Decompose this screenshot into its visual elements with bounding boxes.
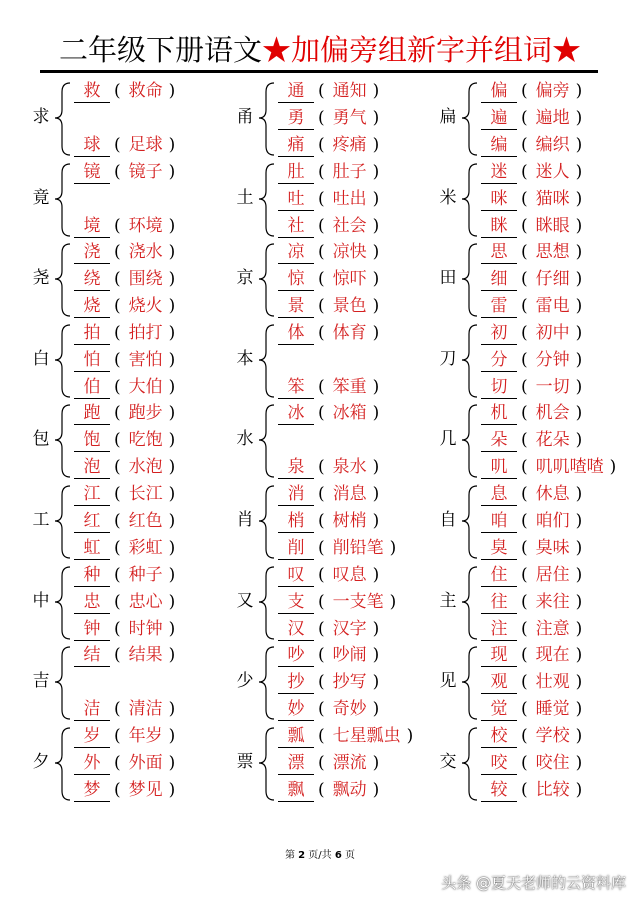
root-character: 包 bbox=[32, 429, 50, 450]
brace-icon bbox=[256, 483, 278, 561]
new-character: 往 bbox=[481, 591, 517, 614]
new-character: 红 bbox=[74, 510, 110, 533]
root-character: 扁 bbox=[439, 107, 457, 127]
root-character: 田 bbox=[439, 268, 457, 289]
new-character: 钟 bbox=[74, 618, 110, 641]
compound-word: 通知 bbox=[332, 81, 367, 101]
new-character: 吐 bbox=[278, 188, 314, 211]
new-character: 住 bbox=[481, 564, 517, 587]
brace-icon bbox=[459, 322, 481, 400]
new-character: 镜 bbox=[74, 161, 110, 184]
compound-word: 围绕 bbox=[128, 269, 163, 290]
brace-icon bbox=[459, 80, 481, 158]
root-character: 少 bbox=[236, 671, 254, 692]
new-character: 迷 bbox=[481, 161, 517, 184]
compound-word: 分钟 bbox=[535, 349, 570, 370]
new-character: 救 bbox=[74, 80, 110, 103]
new-character: 眯 bbox=[481, 215, 517, 238]
compound-word: 机会 bbox=[535, 403, 570, 424]
footer-middle: 页/共 bbox=[305, 850, 335, 861]
new-character: 妙 bbox=[278, 698, 314, 721]
compound-word: 漂流 bbox=[332, 752, 367, 773]
brace-icon bbox=[52, 483, 74, 561]
new-character: 咱 bbox=[481, 510, 517, 533]
brace-icon bbox=[52, 644, 74, 722]
root-character: 又 bbox=[236, 590, 254, 611]
new-character: 切 bbox=[481, 376, 517, 399]
new-character: 冰 bbox=[278, 402, 314, 425]
compound-word: 一支笔 bbox=[332, 591, 384, 612]
root-character: 夕 bbox=[32, 751, 50, 772]
compound-word: 叽叽喳喳 bbox=[535, 457, 604, 478]
brace-icon bbox=[256, 725, 278, 803]
brace-icon bbox=[459, 241, 481, 319]
new-character: 支 bbox=[278, 591, 314, 614]
title-underline bbox=[40, 70, 598, 73]
new-character: 泡 bbox=[74, 456, 110, 479]
root-character: 甬 bbox=[236, 107, 254, 127]
compound-word: 七星瓢虫 bbox=[332, 725, 401, 746]
compound-word: 遍地 bbox=[535, 108, 570, 128]
brace-icon bbox=[256, 402, 278, 480]
root-character: 尧 bbox=[32, 268, 50, 289]
footer-suffix: 页 bbox=[341, 850, 356, 861]
compound-word: 足球 bbox=[128, 135, 163, 155]
brace-icon bbox=[256, 241, 278, 319]
new-character: 分 bbox=[481, 349, 517, 372]
compound-word: 注意 bbox=[535, 618, 570, 639]
new-character: 怕 bbox=[74, 349, 110, 372]
compound-word: 冰箱 bbox=[332, 403, 367, 424]
new-character: 社 bbox=[278, 215, 314, 238]
compound-word: 学校 bbox=[535, 725, 570, 746]
compound-word: 年岁 bbox=[128, 725, 163, 746]
compound-word: 烧火 bbox=[128, 296, 163, 317]
root-character: 米 bbox=[439, 187, 457, 208]
compound-word: 睡觉 bbox=[535, 699, 570, 720]
compound-word: 浇水 bbox=[128, 242, 163, 263]
compound-word: 消息 bbox=[332, 484, 367, 504]
new-character: 消 bbox=[278, 483, 314, 506]
brace-icon bbox=[256, 161, 278, 239]
new-character: 绕 bbox=[74, 268, 110, 291]
new-character: 江 bbox=[74, 483, 110, 506]
root-character: 交 bbox=[439, 751, 457, 772]
new-character: 结 bbox=[74, 644, 110, 667]
new-character: 漂 bbox=[278, 752, 314, 775]
new-character: 岁 bbox=[74, 725, 110, 748]
compound-word: 外面 bbox=[128, 752, 163, 773]
compound-word: 雷电 bbox=[535, 296, 570, 317]
compound-word: 咱们 bbox=[535, 511, 570, 531]
brace-icon bbox=[52, 564, 74, 642]
compound-word: 一切 bbox=[535, 376, 570, 397]
new-character: 痛 bbox=[278, 134, 314, 157]
compound-word: 肚子 bbox=[332, 161, 367, 182]
root-character: 水 bbox=[236, 429, 254, 450]
compound-word: 凉快 bbox=[332, 242, 367, 263]
root-character: 几 bbox=[439, 429, 457, 450]
compound-word: 比较 bbox=[535, 779, 570, 800]
footer-total-pages: 6 bbox=[334, 850, 342, 861]
new-character: 觉 bbox=[481, 698, 517, 721]
new-character: 通 bbox=[278, 80, 314, 103]
compound-word: 吃饱 bbox=[128, 430, 163, 451]
new-character: 拍 bbox=[74, 322, 110, 345]
new-character: 伯 bbox=[74, 376, 110, 399]
root-character: 主 bbox=[439, 590, 457, 611]
compound-word: 削铅笔 bbox=[332, 538, 384, 558]
brace-icon bbox=[256, 80, 278, 158]
new-character: 现 bbox=[481, 644, 517, 667]
compound-word: 奇妙 bbox=[332, 699, 367, 720]
root-character: 刀 bbox=[439, 348, 457, 369]
compound-word: 环境 bbox=[128, 215, 163, 236]
root-character: 土 bbox=[236, 187, 254, 208]
new-character: 球 bbox=[74, 134, 110, 157]
brace-icon bbox=[256, 322, 278, 400]
compound-word: 惊吓 bbox=[332, 269, 367, 290]
star-icon: ★ bbox=[552, 33, 582, 67]
new-character: 外 bbox=[74, 752, 110, 775]
brace-icon bbox=[459, 564, 481, 642]
new-character: 饱 bbox=[74, 429, 110, 452]
compound-word: 现在 bbox=[535, 645, 570, 666]
new-character: 削 bbox=[278, 537, 314, 560]
compound-word: 救命 bbox=[128, 81, 163, 101]
compound-word: 彩虹 bbox=[128, 538, 163, 558]
new-character: 咬 bbox=[481, 752, 517, 775]
compound-word: 树梢 bbox=[332, 511, 367, 531]
new-character: 吵 bbox=[278, 644, 314, 667]
compound-word: 大伯 bbox=[128, 376, 163, 397]
new-character: 遍 bbox=[481, 107, 517, 130]
new-character: 较 bbox=[481, 779, 517, 802]
new-character: 汉 bbox=[278, 618, 314, 641]
root-character: 票 bbox=[236, 751, 254, 772]
compound-word: 体育 bbox=[332, 322, 367, 343]
compound-word: 眯眼 bbox=[535, 215, 570, 236]
new-character: 景 bbox=[278, 295, 314, 318]
new-character: 叹 bbox=[278, 564, 314, 587]
root-character: 中 bbox=[32, 590, 50, 611]
compound-word: 吐出 bbox=[332, 188, 367, 209]
compound-word: 红色 bbox=[128, 511, 163, 531]
compound-word: 叹息 bbox=[332, 564, 367, 585]
root-character: 自 bbox=[439, 510, 457, 530]
new-character: 编 bbox=[481, 134, 517, 157]
new-character: 抄 bbox=[278, 671, 314, 694]
compound-word: 吵闹 bbox=[332, 645, 367, 666]
star-icon: ★ bbox=[261, 33, 291, 67]
new-character: 种 bbox=[74, 564, 110, 587]
new-character: 跑 bbox=[74, 402, 110, 425]
new-character: 思 bbox=[481, 241, 517, 264]
new-character: 体 bbox=[278, 322, 314, 345]
compound-word: 思想 bbox=[535, 242, 570, 263]
watermark: 头条 @夏天老师的云资料库 bbox=[441, 874, 626, 892]
footer-prefix: 第 bbox=[284, 850, 299, 861]
compound-word: 偏旁 bbox=[535, 81, 570, 101]
new-character: 境 bbox=[74, 215, 110, 238]
brace-icon bbox=[256, 644, 278, 722]
compound-word: 居住 bbox=[535, 564, 570, 585]
brace-icon bbox=[52, 402, 74, 480]
new-character: 笨 bbox=[278, 376, 314, 399]
new-character: 注 bbox=[481, 618, 517, 641]
brace-icon bbox=[52, 322, 74, 400]
compound-word: 拍打 bbox=[128, 322, 163, 343]
compound-word: 梦见 bbox=[128, 779, 163, 800]
new-character: 雷 bbox=[481, 295, 517, 318]
compound-word: 种子 bbox=[128, 564, 163, 585]
new-character: 凉 bbox=[278, 241, 314, 264]
brace-icon bbox=[459, 644, 481, 722]
compound-word: 跑步 bbox=[128, 403, 163, 424]
compound-word: 景色 bbox=[332, 296, 367, 317]
new-character: 肚 bbox=[278, 161, 314, 184]
new-character: 偏 bbox=[481, 80, 517, 103]
new-character: 忠 bbox=[74, 591, 110, 614]
brace-icon bbox=[459, 402, 481, 480]
title-main: 二年级下册语文 bbox=[58, 33, 262, 67]
brace-icon bbox=[52, 80, 74, 158]
compound-word: 时钟 bbox=[128, 618, 163, 639]
brace-icon bbox=[52, 725, 74, 803]
root-character: 京 bbox=[236, 268, 254, 289]
compound-word: 长江 bbox=[128, 484, 163, 504]
footer-page-number: 2 bbox=[298, 850, 306, 861]
new-character: 虹 bbox=[74, 537, 110, 560]
root-character: 白 bbox=[32, 348, 50, 369]
page-title bbox=[0, 30, 640, 70]
new-character: 惊 bbox=[278, 268, 314, 291]
new-character: 息 bbox=[481, 483, 517, 506]
brace-icon bbox=[459, 161, 481, 239]
brace-icon bbox=[459, 725, 481, 803]
new-character: 细 bbox=[481, 268, 517, 291]
compound-word: 壮观 bbox=[535, 672, 570, 693]
compound-word: 镜子 bbox=[128, 161, 163, 182]
new-character: 校 bbox=[481, 725, 517, 748]
new-character: 机 bbox=[481, 402, 517, 425]
new-character: 梦 bbox=[74, 779, 110, 802]
compound-word: 来往 bbox=[535, 591, 570, 612]
compound-word: 害怕 bbox=[128, 349, 163, 370]
compound-word: 咬住 bbox=[535, 752, 570, 773]
root-character: 求 bbox=[32, 107, 50, 127]
new-character: 勇 bbox=[278, 107, 314, 130]
new-character: 咪 bbox=[481, 188, 517, 211]
compound-word: 结果 bbox=[128, 645, 163, 666]
compound-word: 勇气 bbox=[332, 108, 367, 128]
compound-word: 休息 bbox=[535, 484, 570, 504]
new-character: 观 bbox=[481, 671, 517, 694]
new-character: 泉 bbox=[278, 456, 314, 479]
compound-word: 飘动 bbox=[332, 779, 367, 800]
new-character: 初 bbox=[481, 322, 517, 345]
compound-word: 编织 bbox=[535, 135, 570, 155]
root-character: 竟 bbox=[32, 187, 50, 208]
page-footer bbox=[0, 846, 640, 861]
compound-word: 猫咪 bbox=[535, 188, 570, 209]
compound-word: 疼痛 bbox=[332, 135, 367, 155]
compound-word: 水泡 bbox=[128, 457, 163, 478]
root-character: 吉 bbox=[32, 671, 50, 692]
compound-word: 仔细 bbox=[535, 269, 570, 290]
compound-word: 清洁 bbox=[128, 699, 163, 720]
compound-word: 社会 bbox=[332, 215, 367, 236]
new-character: 瓢 bbox=[278, 725, 314, 748]
brace-icon bbox=[52, 161, 74, 239]
new-character: 臭 bbox=[481, 537, 517, 560]
root-character: 肖 bbox=[236, 510, 254, 530]
compound-word: 迷人 bbox=[535, 161, 570, 182]
brace-icon bbox=[52, 241, 74, 319]
compound-word: 泉水 bbox=[332, 457, 367, 478]
title-subtitle: 加偏旁组新字并组词 bbox=[291, 33, 553, 67]
compound-word: 初中 bbox=[535, 322, 570, 343]
brace-icon bbox=[459, 483, 481, 561]
new-character: 梢 bbox=[278, 510, 314, 533]
compound-word: 汉字 bbox=[332, 618, 367, 639]
new-character: 朵 bbox=[481, 429, 517, 452]
brace-icon bbox=[256, 564, 278, 642]
new-character: 烧 bbox=[74, 295, 110, 318]
compound-word: 花朵 bbox=[535, 430, 570, 451]
new-character: 浇 bbox=[74, 241, 110, 264]
root-character: 见 bbox=[439, 671, 457, 692]
compound-word: 笨重 bbox=[332, 376, 367, 397]
root-character: 本 bbox=[236, 348, 254, 369]
compound-word: 抄写 bbox=[332, 672, 367, 693]
compound-word: 忠心 bbox=[128, 591, 163, 612]
root-character: 工 bbox=[32, 510, 50, 530]
new-character: 洁 bbox=[74, 698, 110, 721]
new-character: 飘 bbox=[278, 779, 314, 802]
new-character: 叽 bbox=[481, 456, 517, 479]
compound-word: 臭味 bbox=[535, 538, 570, 558]
